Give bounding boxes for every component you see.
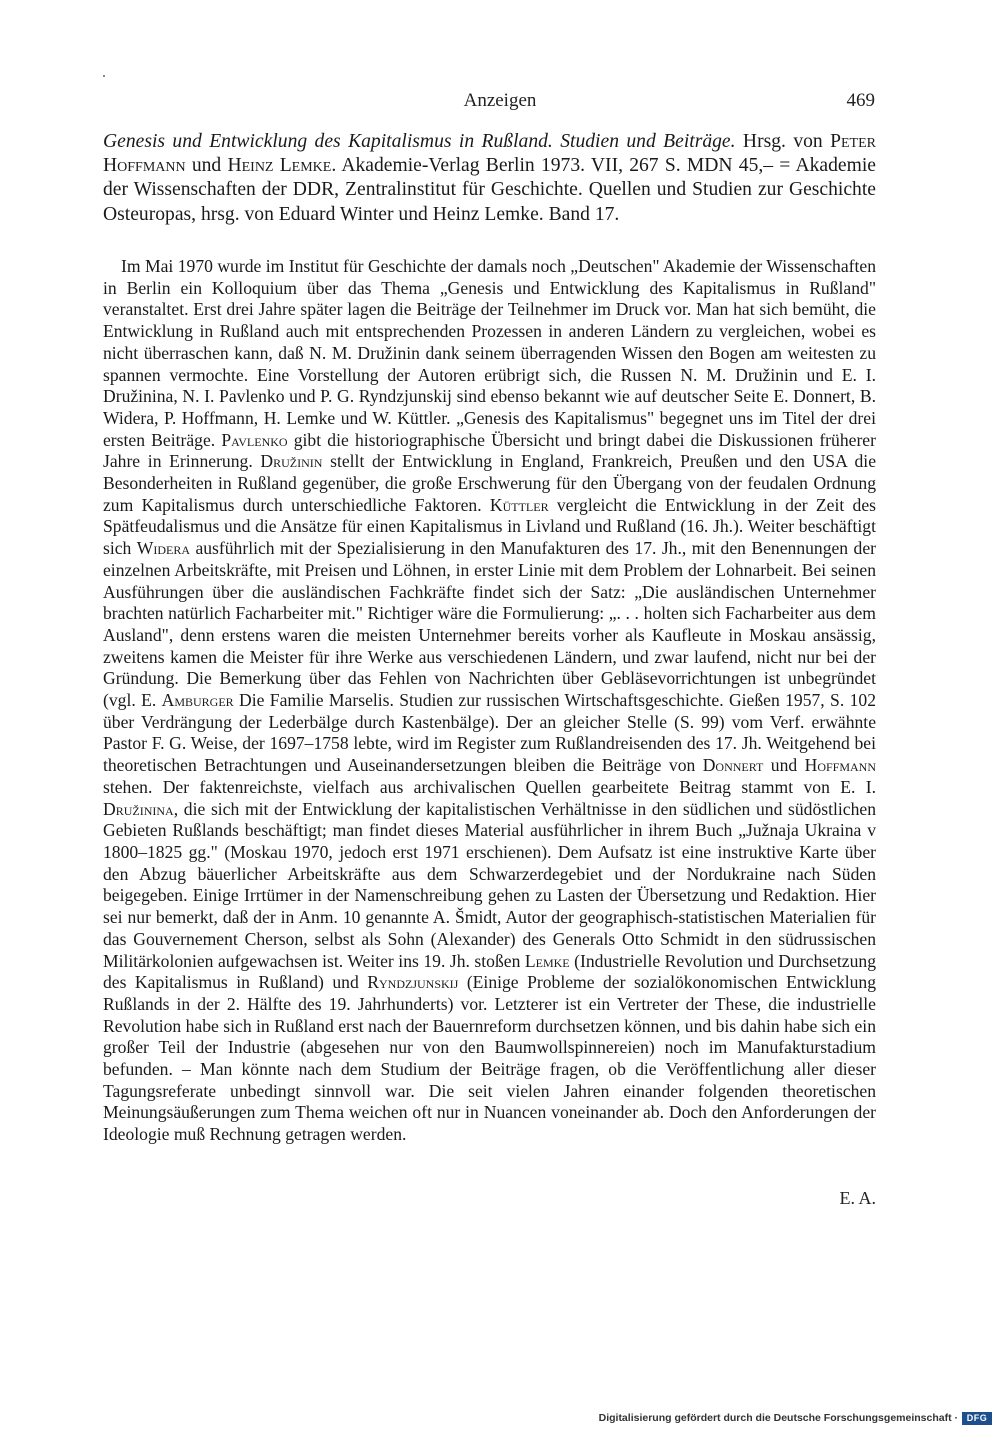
editor-name: Heinz Lemke	[227, 155, 332, 177]
running-header-title: Anzeigen	[463, 90, 537, 111]
review-text-segment: vergleicht die Entwicklung in der Zeit des Spätfeudalismus und die Ansätze für einen Kapitalismus in Livland und Rußland (16. Jh.). Weiter beschäftigt sich	[103, 494, 876, 559]
digitization-footer	[560, 1410, 992, 1426]
review-text-segment: und	[763, 755, 805, 776]
book-citation	[103, 130, 876, 227]
author-name: Küttler	[489, 494, 549, 515]
reviewer-signature: E. A.	[839, 1188, 876, 1208]
editor-name: Peter Hoffmann	[103, 131, 876, 177]
author-name: Pavlenko	[221, 429, 288, 450]
review-text-segment: stehen. Der faktenreichste, vielfach aus archivalischen Quellen gearbeitete Beitrag stammt von E. I.	[103, 776, 876, 797]
author-name: Ryndzjunskij	[367, 972, 459, 993]
author-name: Amburger	[161, 690, 234, 711]
scan-speck	[103, 75, 105, 77]
review-text-segment: Im Mai 1970 wurde im Institut für Geschichte der damals noch „Deutschen" Akademie der Wissenschaften in Berlin ein Kolloquium über das Thema „Genesis und Entwicklung des Kapitalismus in Rußland" veranstaltet. Erst drei Jahre später lagen die Beiträge der Teilnehmer im Druck vor. Man hat sich bemüht, die Entwicklung in Rußland auch mit entsprechenden Prozessen in anderen Ländern zu vergleichen, wobei es nicht überraschen kann, daß N. M. Družinin dank seinem überragenden Wissen den Bogen am weitesten zu spannen vermochte. Eine Vorstellung der Autoren erübrigt sich, die Russen N. M. Družinin und E. I. Družinina, N. I. Pavlenko und P. G. Ryndzjunskij sind ebenso bekannt wie auf deutscher Seite E. Donnert, B. Widera, P. Hoffmann, H. Lemke und W. Küttler. „Genesis des Kapitalismus" begegnet uns im Titel der drei ersten Beiträge.	[103, 256, 876, 450]
author-name: Hoffmann	[804, 755, 876, 776]
author-name: Družinina	[103, 798, 174, 819]
review-text-segment: Die Familie Marselis. Studien zur russischen Wirtschaftsgeschichte. Gießen 1957, S. 102 über Verdrängung der Lederbälge durch Kastenbälge). Der an gleicher Stelle (S. 99) vom Verf. erwähnte Pastor F. G. Weise, der 1697–1758 lebte, wird im Register zum Rußlandreisenden des 17. Jh. Weitgehend bei theoretischen Betrachtungen und Auseinandersetzungen bleiben die Beiträge von	[103, 690, 876, 776]
review-text-segment: , die sich mit der Entwicklung der kapitalistischen Verhältnisse in den südlichen und südöstlichen Gebieten Rußlands beschäftigt; man findet dieses Material ausführlicher in ihrem Buch „Južnaja Ukraina v 1800–1825 gg." (Moskau 1970, jedoch erst 1971 erschienen). Dem Aufsatz ist eine instruktive Karte über den Abzug bäuerlicher Arbeitskräfte aus dem Schwarzerdegebiet und der Nordukraine nach Süden beigegeben. Einige Irrtümer in der Namenschreibung gehen zu Lasten der Übersetzung und Redaktion. Hier sei nur bemerkt, daß der in Anm. 10 genannte A. Šmidt, Autor der geographisch-statistischen Materialien für das Gouvernement Cherson, selbst als Sohn (Alexander) des Generals Otto Schmidt in den südrussischen Militärkolonien aufgewachsen ist. Weiter ins 19. Jh. stoßen	[103, 798, 876, 971]
citation-and: und	[185, 155, 228, 177]
book-title: Genesis und Entwicklung des Kapitalismus in Rußland. Studien und Beiträge.	[103, 131, 736, 152]
review-text-segment: ausführlich mit der Spezialisierung in den Manufakturen des 17. Jh., mit den Benennungen der einzelnen Arbeitskräfte, mit Preisen und Löhnen, in erster Linie mit dem Problem der Lohnarbeit. Bei seinen Ausführungen über die ausländischen Fachkräfte findet sich der Satz: „Die ausländischen Unternehmer brachten natürlich Facharbeiter mit." Richtiger wäre die Formulierung: „. . . holten sich Facharbeiter aus dem Ausland", denn erstens waren die meisten Unternehmer bereits vorher als Kaufleute in Moskau ansässig, zweitens kamen die Meister für ihre Werke aus verschiedenen Ländern, und zwar laufend, nicht nur bei der Gründung. Die Bemerkung über das Fehlen von Nachrichten über Gebläsevorrichtungen ist unbegründet (vgl. E.	[103, 538, 876, 711]
citation-publication-details: . Akademie-Verlag Berlin 1973. VII, 267 S. MDN 45,– = Akademie der Wissenschaften der DDR, Zentralinstitut für Geschichte. Quellen und Studien zur Geschichte Osteuropas, hrsg. von Eduard Winter und Heinz Lemke. Band 17.	[103, 155, 876, 225]
review-text-segment: stellt der Entwicklung in England, Frankreich, Preußen und den USA die Besonderheiten in Rußland gegenüber, die große Erschwerung für den Übergang von der feudalen Ordnung zum Kapitalismus durch unterschiedliche Faktoren.	[103, 451, 877, 515]
review-text-segment: gibt die historiographische Übersicht und bringt dabei die Diskussionen früherer Jahre in Erinnerung.	[103, 429, 876, 472]
review-text	[103, 256, 876, 1146]
author-name: Lemke	[524, 950, 570, 971]
digitization-notice: Digitalisierung gefördert durch die Deutsche Forschungsgemeinschaft ·	[598, 1412, 958, 1424]
author-name: Družinin	[260, 451, 323, 472]
dfg-logo-icon: DFG	[962, 1412, 992, 1425]
citation-editors-prefix: Hrsg. von	[735, 131, 831, 152]
review-text-segment: (Industrielle Revolution und Durchsetzung des Kapitalismus in Rußland) und	[103, 950, 876, 993]
page-number: 469	[846, 90, 875, 111]
author-name: Donnert	[702, 755, 764, 776]
review-text-segment: (Einige Probleme der sozialökonomischen Entwicklung Rußlands in der 2. Hälfte des 19. Jahrhunderts) vor. Letzterer ist ein Vertreter der These, die industrielle Revolution habe sich in Rußland erst nach der Bauernreform durchsetzen können, und bis dahin habe sich ein großer Teil der Industrie (abgesehen nur von den Baumwollspinnereien) noch im Manufakturstadium befunden. – Man könnte nach dem Studium der Beiträge fragen, ob die Veröffentlichung aller dieser Tagungsreferate unbedingt sinnvoll war. Die seit vielen Jahren einander folgenden theoretischen Meinungsäußerungen zum Thema weichen oft nur in Nuancen voneinander ab. Doch den Anforderungen der Ideologie muß Rechnung getragen werden.	[103, 972, 876, 1145]
author-name: Widera	[136, 538, 191, 559]
